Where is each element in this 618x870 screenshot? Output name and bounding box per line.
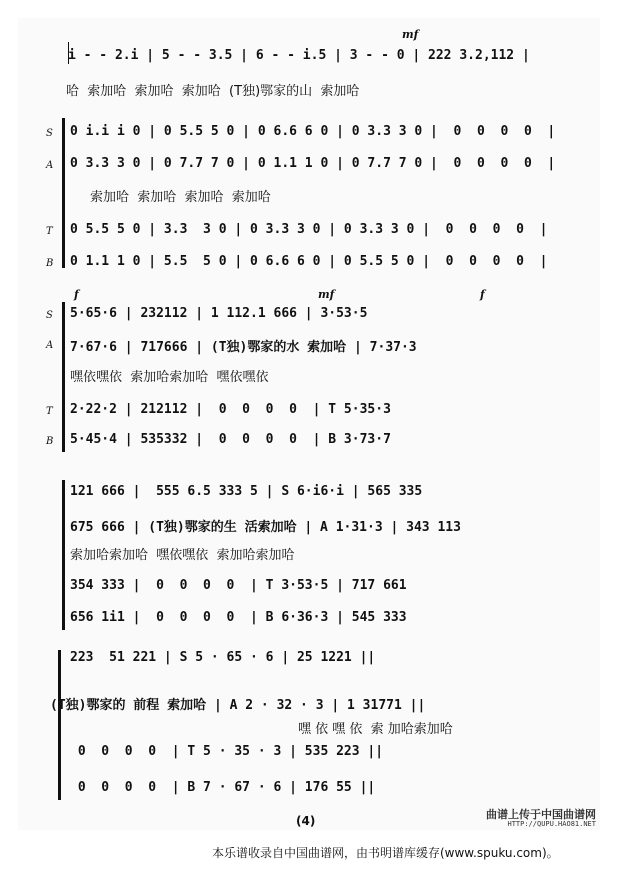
notation-row: 0 i.i i 0 | 0 5.5 5 0 | 0 6.6 6 0 | 0 3.3 3 0 | 0 0 0 0 | <box>70 124 556 139</box>
dynamic-mark: f <box>480 288 485 301</box>
lyrics-row: 索加哈 索加哈 索加哈 索加哈 <box>90 190 271 205</box>
notation-row: 656 1i1 | 0 0 0 0 | B 6·36·3 | 545 333 <box>70 610 407 625</box>
voice-label: T <box>46 226 53 237</box>
voice-label: S <box>46 128 53 139</box>
lyrics-row: 索加哈索加哈 嘿依嘿依 索加哈索加哈 <box>70 548 295 563</box>
notation-row: 0 3.3 3 0 | 0 7.7 7 0 | 0 1.1 1 0 | 0 7.7 7 0 | 0 0 0 0 | <box>70 156 556 171</box>
watermark-url: HTTP://QUPU.HAO81.NET <box>507 820 596 828</box>
voice-label: A <box>46 160 54 171</box>
notation-row: 0 5.5 5 0 | 3.3 3 0 | 0 3.3 3 0 | 0 3.3 3 0 | 0 0 0 0 | <box>70 222 548 237</box>
notation-row: 121 666 | 555 6.5 333 5 | S 6·i6·i | 565 335 <box>70 484 423 499</box>
dynamic-mark: f <box>74 288 79 301</box>
dynamic-mark: mf <box>402 28 419 41</box>
notation-row: i - - 2.i | 5 - - 3.5 | 6 - - i.5 | 3 - - 0 | 222 3.2,112 | <box>68 48 530 63</box>
lyrics-row: 嘿依嘿依 索加哈索加哈 嘿依嘿依 <box>70 370 269 385</box>
system-brace <box>62 480 65 630</box>
system-brace <box>58 650 61 800</box>
voice-label: S <box>46 310 53 321</box>
dynamic-mark: mf <box>318 288 335 301</box>
voice-label: A <box>46 340 54 351</box>
notation-row: 7·67·6 | 717666 | (T独)鄂家的水 索加哈 | 7·37·3 <box>70 340 417 355</box>
system-brace <box>62 302 65 452</box>
source-footer: 本乐谱收录自中国曲谱网，由书明谱库缓存(www.spuku.com)。 <box>212 846 559 860</box>
notation-row: 5·65·6 | 232112 | 1 112.1 666 | 3·53·5 <box>70 306 368 321</box>
page-number: (4) <box>296 814 316 828</box>
notation-row: 0 0 0 0 | T 5 · 35 · 3 | 535 223 || <box>70 744 384 759</box>
notation-row: 354 333 | 0 0 0 0 | T 3·53·5 | 717 661 <box>70 578 407 593</box>
system-brace <box>62 118 65 268</box>
notation-row: 0 0 0 0 | B 7 · 67 · 6 | 176 55 || <box>70 780 376 795</box>
voice-label: T <box>46 406 53 417</box>
lyrics-row: 嘿 依 嘿 依 索 加哈索加哈 <box>298 722 453 737</box>
voice-label: B <box>46 258 54 269</box>
lyrics-row: 哈 索加哈 索加哈 索加哈 (T独)鄂家的山 索加哈 <box>66 84 360 99</box>
notation-row: 223 51 221 | S 5 · 65 · 6 | 25 1221 || <box>70 650 376 665</box>
notation-row: (T独)鄂家的 前程 索加哈 | A 2 · 32 · 3 | 1 31771 || <box>50 698 426 713</box>
notation-row: 5·45·4 | 535332 | 0 0 0 0 | B 3·73·7 <box>70 432 391 447</box>
score-sheet <box>18 18 600 830</box>
watermark-text: 曲谱上传于中国曲谱网 <box>486 808 596 821</box>
notation-row: 0 1.1 1 0 | 5.5 5 0 | 0 6.6 6 0 | 0 5.5 5 0 | 0 0 0 0 | <box>70 254 548 269</box>
notation-row: 2·22·2 | 212112 | 0 0 0 0 | T 5·35·3 <box>70 402 391 417</box>
notation-row: 675 666 | (T独)鄂家的生 活索加哈 | A 1·31·3 | 343 113 <box>70 520 461 535</box>
voice-label: B <box>46 436 54 447</box>
